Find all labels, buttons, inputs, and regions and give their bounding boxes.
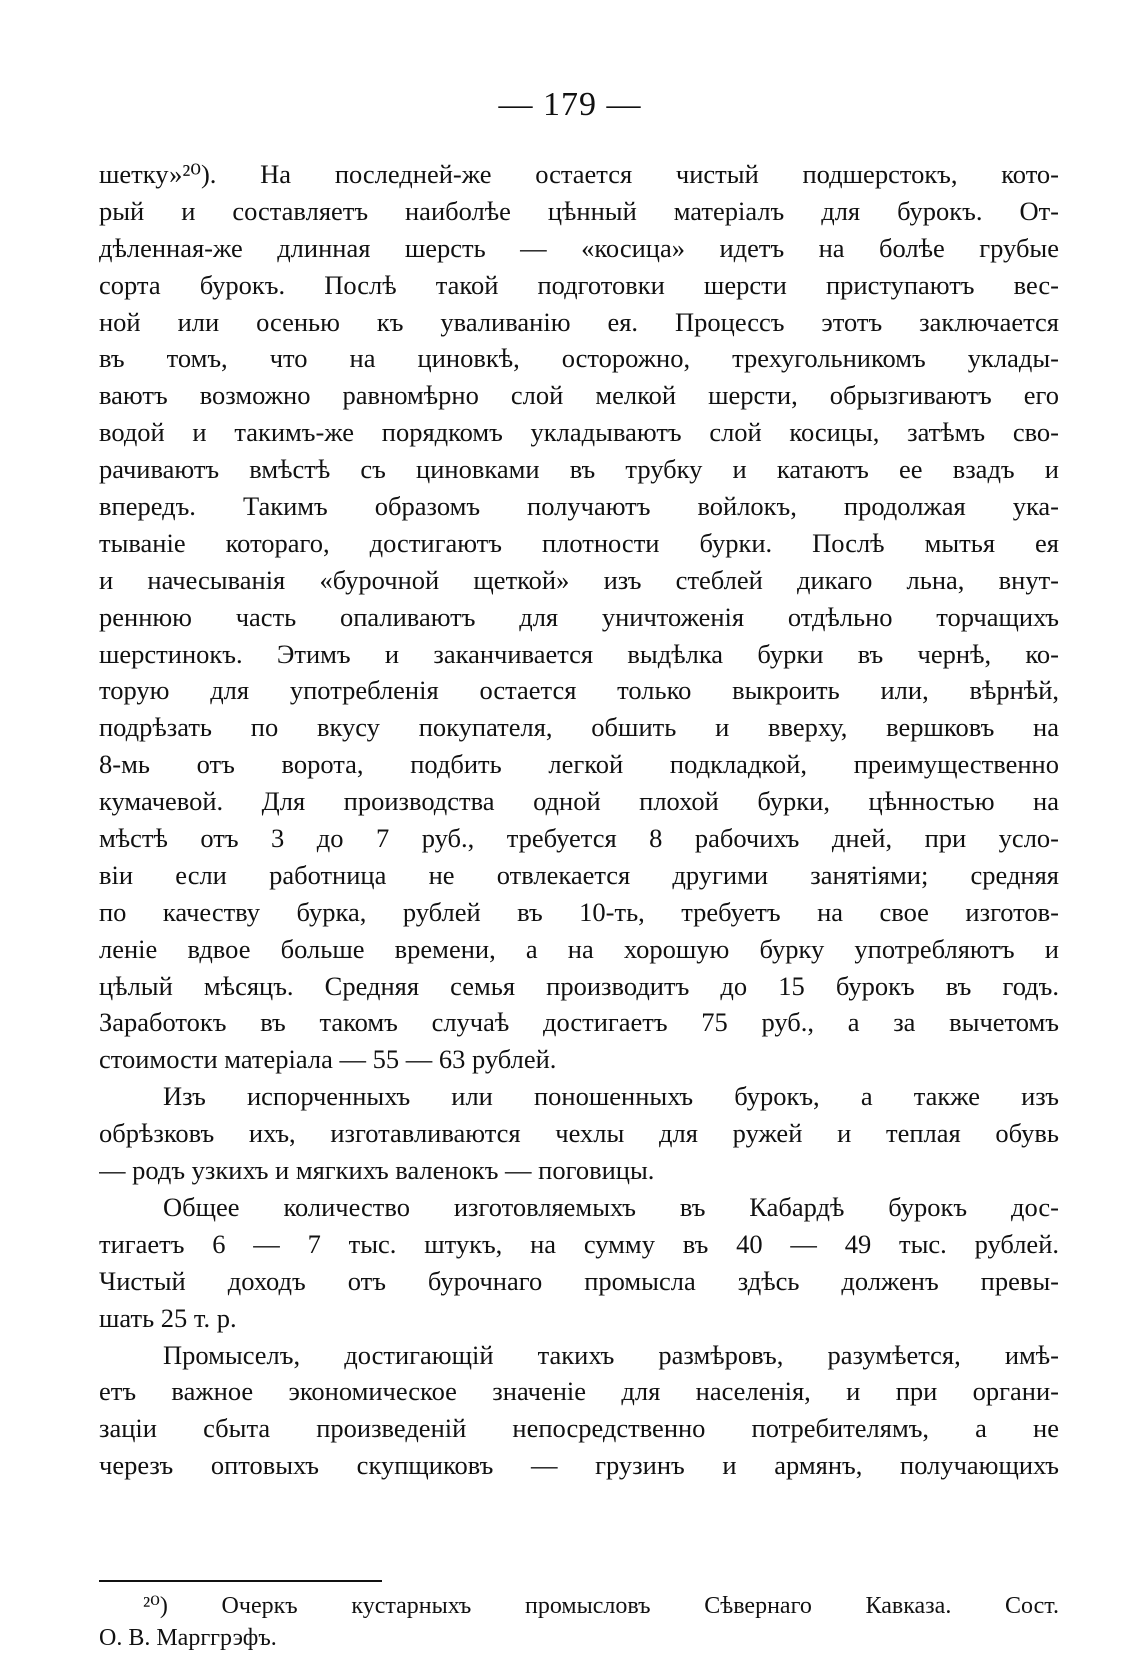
text-line: Заработокъ въ такомъ случаѣ достигаетъ 75 руб., а за вычетомъ [99, 1007, 1059, 1038]
text-line: тываніе котораго, достигаютъ плотности бурки. Послѣ мытья ея [99, 527, 1059, 558]
text-line: ной или осенью къ уваливанію ея. Процессъ этотъ заключается [99, 306, 1059, 337]
text-line: шерстинокъ. Этимъ и заканчивается выдѣлка бурки въ чернѣ, ко- [99, 638, 1059, 669]
text-line: віи если работница не отвлекается другими занятіями; средняя [99, 859, 1059, 890]
text-line: въ томъ, что на циновкѣ, осторожно, трехугольникомъ уклады- [99, 343, 1059, 374]
text-line: Изъ испорченныхъ или поношенныхъ бурокъ, а также изъ [163, 1081, 1059, 1112]
text-line: рачиваютъ вмѣстѣ съ циновками въ трубку и катаютъ ее взадъ и [99, 454, 1059, 485]
text-line: ваютъ возможно равномѣрно слой мелкой шерсти, обрызгиваютъ его [99, 380, 1059, 411]
text-line: черезъ оптовыхъ скупщиковъ — грузинъ и армянъ, получающихъ [99, 1450, 1059, 1481]
text-line: впередъ. Такимъ образомъ получаютъ войлокъ, продолжая ука- [99, 491, 1059, 522]
text-line: мѣстѣ отъ 3 до 7 руб., требуется 8 рабочихъ дней, при усло- [99, 823, 1059, 854]
main-text [99, 156, 1059, 1484]
text-line: шетку»²⁰). На последней-же остается чистый подшерстокъ, кото- [99, 159, 1059, 189]
text-line: подрѣзать по вкусу покупателя, обшить и вверху, вершковъ на [99, 712, 1059, 743]
text-line: леніе вдвое больше времени, а на хорошую бурку употребляютъ и [99, 933, 1059, 964]
text-line: тигаетъ 6 — 7 тыс. штукъ, на сумму въ 40 — 49 тыс. рублей. [99, 1228, 1059, 1259]
text-line: Общее количество изготовляемыхъ въ Кабардѣ бурокъ дос- [163, 1191, 1059, 1222]
text-line: заціи сбыта произведеній непосредственно потребителямъ, а не [99, 1413, 1059, 1444]
page-number: — 179 — [498, 86, 642, 123]
text-line: кумачевой. Для производства одной плохой бурки, цѣнностью на [99, 786, 1059, 817]
text-line: торую для употребленія остается только выкроить или, вѣрнѣй, [99, 675, 1059, 706]
text-line: цѣлый мѣсяцъ. Средняя семья производитъ до 15 бурокъ въ годъ. [99, 970, 1059, 1001]
text-line: Чистый доходъ отъ бурочнаго промысла здѣсь долженъ превы- [99, 1265, 1059, 1296]
footnote-line: О. В. Марггрэфъ. [99, 1625, 277, 1651]
text-line: по качеству бурка, рублей въ 10-ть, требуетъ на свое изготов- [99, 896, 1059, 927]
text-line: етъ важное экономическое значеніе для населенія, и при органи- [99, 1376, 1059, 1407]
text-line: стоимости матеріала — 55 — 63 рублей. [99, 1044, 557, 1075]
footnote-divider [99, 1580, 382, 1582]
text-line: шать 25 т. р. [99, 1302, 237, 1333]
text-line: рый и составляетъ наиболѣе цѣнный матеріалъ для бурокъ. От- [99, 195, 1059, 226]
text-line: обрѣзковъ ихъ, изготавливаются чехлы для ружей и теплая обувь [99, 1118, 1059, 1149]
text-line: и начесыванія «бурочной щеткой» изъ стеблей дикаго льна, внут- [99, 564, 1059, 595]
text-line: дѣленная-же длинная шерсть — «косица» идетъ на болѣе грубые [99, 232, 1059, 263]
text-line: — родъ узкихъ и мягкихъ валенокъ — поговицы. [99, 1155, 655, 1186]
text-line: водой и такимъ-же порядкомъ укладываютъ слой косицы, затѣмъ сво- [99, 417, 1059, 448]
text-line: реннюю часть опаливаютъ для уничтоженія отдѣльно торчащихъ [99, 601, 1059, 632]
text-line: Промыселъ, достигающій такихъ размѣровъ, разумѣется, имѣ- [163, 1339, 1059, 1370]
text-line: сорта бурокъ. Послѣ такой подготовки шерсти приступаютъ вес- [99, 269, 1059, 300]
footnotes [99, 1590, 1059, 1654]
footnote-line: ²⁰) Очеркъ кустарныхъ промысловъ Сѣвернаго Кавказа. Сост. [143, 1593, 1059, 1619]
text-line: 8-мь отъ ворота, подбить легкой подкладкой, преимущественно [99, 749, 1059, 780]
